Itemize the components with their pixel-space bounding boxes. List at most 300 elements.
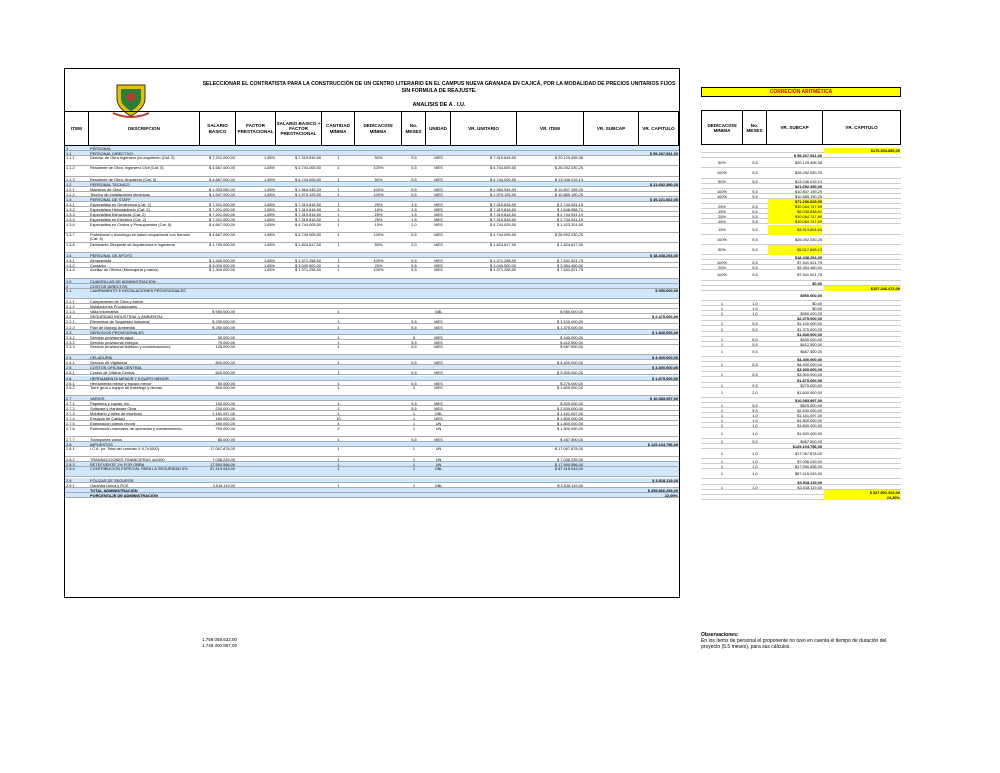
table-cell: $ 7.319.816,50	[295, 212, 321, 218]
correction-header	[701, 110, 901, 145]
table-cell: 1,5	[411, 212, 417, 218]
correction-cell: $3.354.450,00	[797, 265, 822, 271]
table-cell: UN	[435, 421, 442, 427]
table-cell: Valla informativa	[90, 309, 119, 315]
table-cell: $ 3.354.450,00	[557, 263, 583, 269]
correction-cell: 1,0	[752, 464, 758, 470]
table-row	[65, 243, 679, 253]
table-cell: $ 7.319.816,50	[490, 207, 516, 213]
correction-cell: 1,0	[752, 306, 758, 312]
correction-cell: 5,5	[752, 219, 758, 225]
correction-cell: 5,5	[752, 321, 758, 327]
table-cell: Contador	[90, 263, 107, 269]
table-cell: UN	[435, 426, 442, 431]
correction-cell: $ 327.901.322,00	[824, 490, 900, 495]
correction-cell: 25%	[718, 219, 726, 225]
table-cell: 1	[337, 166, 340, 171]
table-cell: 1	[337, 467, 340, 472]
correction-column-header: No. MESES	[743, 110, 767, 145]
table-cell: $ 1.349.000,00	[209, 258, 235, 264]
correction-cell: $17.590.596,00	[794, 464, 822, 470]
table-cell: 1	[337, 401, 340, 406]
correction-cell: $18.438.294,00	[794, 255, 822, 261]
correction-cell: $825.000,00	[800, 403, 822, 408]
table-cell: $ 2.744.931,19	[557, 217, 583, 223]
table-cell: 150.000,00	[215, 401, 235, 406]
correction-cell: 1	[720, 382, 724, 388]
table-cell: 1,65%	[263, 222, 275, 227]
table-cell: MES	[434, 258, 443, 264]
table-cell: $ 7.319.816,50	[295, 217, 321, 223]
table-cell: Servicio provisional agua	[90, 334, 134, 340]
table-cell: $ 440.000,00	[560, 334, 583, 340]
table-cell: 1.1.1	[66, 156, 75, 161]
table-row	[65, 223, 679, 233]
table-cell: CELADURÍA	[90, 355, 113, 361]
table-cell: Director de Obra Ingeniero y/o arquitecto (Cat. 2)	[90, 156, 175, 161]
correction-cell: 1	[720, 459, 724, 465]
table-cell: $ 21.692.390,00	[649, 181, 678, 187]
correction-cell: 1,0	[752, 459, 758, 465]
table-cell: 180.000,00	[215, 416, 235, 422]
table-cell: 600.000,00	[215, 370, 235, 376]
correction-cell: 5,5	[752, 226, 758, 232]
table-cell: $ 7.319.816,50	[295, 202, 321, 208]
correction-cell	[702, 495, 742, 500]
table-cell: Torre grúa o equipo de traseiego y demás	[90, 385, 163, 390]
correction-cell: $412.500,00	[800, 341, 822, 347]
table-cell: MES	[434, 166, 443, 171]
table-cell: 1	[412, 467, 416, 472]
table-cell: Garantía Única y RCE	[90, 482, 129, 488]
table-cell: Profesional o tecnólogo en salud ocupacional con licencia (Cat. 5)	[90, 232, 190, 242]
table-cell: $ 3.049.500,00	[295, 263, 321, 269]
table-cell: PERSONAL DE APOYO	[90, 253, 133, 259]
column-header: CANTIDAD MINIMA	[322, 111, 355, 146]
table-cell: Software y Hardware Obra	[90, 406, 137, 412]
table-cell: 1.3.3	[66, 212, 75, 218]
table-cell: 2.1.1	[66, 299, 75, 304]
table-cell: 1	[66, 146, 69, 151]
table-cell: 1	[337, 176, 340, 182]
table-cell: 100%	[373, 258, 384, 264]
table-cell: $ 3.300.000,00	[652, 365, 678, 371]
table-cell: 1,65%	[263, 212, 275, 218]
correction-cell	[824, 429, 900, 439]
correction-cell: $87.415.043,00	[794, 471, 822, 477]
table-cell: 100%	[373, 232, 384, 237]
correction-cell: 5,5	[752, 348, 758, 354]
table-cell: $ 1.500.000,00	[557, 426, 583, 431]
table-cell: $ 10.885.190,25	[554, 191, 583, 197]
document-subtitle: ANALISIS DE A . I.U.	[412, 102, 466, 108]
table-cell: GBL	[434, 309, 443, 315]
table-cell: $ 26.092.030,25	[554, 166, 583, 171]
correction-cell: 5,5	[752, 193, 758, 199]
correction-cell: 5,5	[752, 209, 758, 215]
table-cell: 3.518.119,00	[212, 482, 235, 488]
table-cell: MES	[434, 401, 443, 406]
table-cell: $ 2.530.000,00	[557, 406, 583, 412]
correction-cell: 5,5	[752, 382, 758, 388]
table-cell: $ 39.221.602,00	[649, 197, 678, 202]
table-cell: UN	[435, 462, 442, 468]
observations-title: Observaciones:	[701, 632, 739, 638]
table-cell: 1	[337, 380, 340, 386]
table-cell: 1.3.7	[66, 232, 75, 237]
correction-cell: 5,5	[752, 372, 758, 378]
table-cell: Residente de Obra, Arquitecto (Cat. 5)	[90, 176, 157, 182]
table-cell: $ 7.201.000,00	[209, 217, 235, 223]
table-cell: 1.1.2	[66, 166, 75, 171]
table-cell: 1.2.1	[66, 186, 75, 192]
table-cell: MES	[434, 380, 443, 386]
correction-cell: 1,0	[752, 430, 758, 436]
table-cell: 50.000,00	[217, 380, 235, 386]
table-cell: 100%	[373, 166, 384, 171]
correction-cell: 1	[720, 321, 724, 327]
table-cell: MES	[434, 406, 443, 412]
table-cell: 1.3	[66, 197, 72, 202]
correction-cell: $950.000,00	[800, 311, 822, 317]
correction-cell	[824, 270, 900, 280]
table-cell: 800.000,00	[215, 360, 235, 366]
table-cell: 2.4.1	[66, 360, 75, 366]
table-cell: $ 13.046.015,13	[554, 176, 583, 182]
table-cell: 5,5	[411, 344, 417, 349]
correction-cell: 50%	[718, 246, 726, 252]
table-cell: 1.4.2	[66, 263, 75, 269]
table-cell: PERSONAL	[90, 146, 112, 151]
table-cell: $ 2.475.000,00	[652, 314, 678, 320]
correction-cell: $2.475.000,00	[797, 316, 822, 322]
correction-cell: $5.017.698,13	[768, 245, 822, 255]
table-cell: 20%	[374, 263, 383, 269]
table-cell: 1	[337, 436, 340, 442]
correction-cell: $157.246.472,00	[824, 286, 900, 291]
table-cell: MES	[434, 360, 443, 366]
table-cell: 1.2	[66, 181, 72, 187]
correction-cell: 5,5	[752, 204, 758, 210]
table-cell: 5,5	[411, 176, 417, 182]
table-cell: 1	[337, 462, 340, 468]
table-cell: $ 87.415.043,00	[554, 467, 583, 472]
table-cell: 1	[337, 319, 340, 325]
correction-cell: $26.092.030,25	[794, 170, 822, 176]
correction-cell: $3.518.119,00	[797, 479, 822, 485]
table-cell: MES	[434, 268, 443, 273]
table-cell: 10	[336, 416, 341, 422]
correction-row	[701, 291, 901, 301]
correction-cell: 5,5	[752, 408, 758, 414]
table-cell: $ 1.100.000,00	[557, 319, 583, 325]
table-cell: $ 1.979.125,50	[295, 191, 321, 197]
table-cell: $ 3.518.119,00	[557, 482, 583, 488]
table-cell: 1.3.1	[66, 202, 75, 208]
footer-total-1: 1.759.059.632,00	[202, 637, 238, 642]
table-cell: 1,65%	[263, 263, 275, 269]
correction-cell: $ 59.267.541,00	[793, 153, 822, 159]
table-cell: 1	[412, 411, 416, 417]
correction-row	[701, 388, 901, 398]
table-cell: TOTAL ADMINISTRACIÓN	[90, 487, 138, 493]
correction-row	[701, 270, 901, 280]
table-row	[65, 268, 679, 278]
column-header: DEDICACION MINIMA	[355, 111, 402, 146]
correction-cell	[824, 388, 900, 398]
table-cell: 2.7.6	[66, 426, 75, 431]
table-cell: $ 1.371.258,50	[295, 258, 321, 264]
table-cell: 1,65%	[263, 156, 275, 161]
table-cell: MES	[434, 339, 443, 345]
table-cell: Mobiliario y útiles de escritorio	[90, 411, 143, 417]
correction-cell: $3.300.000,00	[797, 367, 822, 373]
correction-cell: 5,5	[752, 214, 758, 220]
table-cell: $ 950.000,00	[655, 288, 678, 293]
table-cell: 50%	[374, 242, 383, 247]
correction-cell: 1,0	[752, 418, 758, 424]
correction-cell	[744, 495, 766, 500]
table-cell: 1,65%	[263, 268, 275, 273]
correction-row	[701, 235, 901, 245]
correction-cell: 5,5	[752, 362, 758, 368]
correction-cell: $1.800.000,00	[797, 418, 822, 424]
correction-cell: 1	[720, 423, 724, 429]
correction-cell: 1,0	[752, 301, 758, 306]
table-cell: 2.5.1	[66, 370, 75, 376]
table-cell: $ 4.667.000,00	[209, 222, 235, 227]
column-header: VR. UNITARIO	[451, 111, 517, 146]
table-cell: 1	[337, 156, 340, 161]
correction-cell: $0,00	[812, 280, 822, 286]
table-cell: $ 7.201.000,00	[209, 202, 235, 208]
table-cell: 5,5	[411, 406, 417, 412]
table-cell: 5,5	[411, 370, 417, 376]
table-cell: GBL	[434, 467, 443, 472]
correction-cell: 5,5	[752, 403, 758, 408]
table-cell: 1	[337, 202, 340, 208]
table-cell: UN	[435, 446, 442, 451]
table-cell: COSTOS DIRECTOS	[90, 283, 128, 289]
table-cell: 2.8.1	[66, 446, 75, 451]
table-cell: $ 7.201.000,00	[209, 212, 235, 218]
table-cell: 100%	[373, 191, 384, 197]
correction-cell	[744, 291, 766, 301]
correction-cell: $10.083.997,00	[794, 397, 822, 403]
table-cell: $ 1.824.617,50	[490, 242, 516, 247]
table-cell: 2.6	[66, 375, 72, 381]
table-cell: GBL	[434, 411, 443, 417]
correction-cell: 1	[720, 311, 724, 317]
table-cell: 2.9.1	[66, 482, 75, 488]
table-cell: 1	[337, 334, 340, 340]
table-cell: 1.2.2	[66, 191, 75, 197]
table-cell: 2.8	[66, 441, 72, 447]
table-cell: $ 10.807.199,29	[554, 186, 583, 192]
correction-row	[701, 347, 901, 357]
table-cell: 1.1.3	[66, 176, 75, 182]
table-cell: 1	[337, 370, 340, 376]
correction-cell: 1,0	[752, 311, 758, 317]
table-cell: $ 1.371.258,50	[490, 258, 516, 264]
table-cell: 1	[337, 242, 340, 247]
table-cell: 1,65%	[263, 166, 275, 171]
table-cell: Herramienta menor y equipo menor	[90, 380, 152, 386]
table-cell: UN	[435, 457, 442, 463]
table-cell: 1,65%	[263, 202, 275, 208]
table-cell: 17.590.596,00	[210, 462, 235, 468]
table-cell: $ 4.400.000,00	[557, 360, 583, 366]
table-cell: 1	[337, 268, 340, 273]
table-cell: 1,5	[411, 207, 417, 213]
correction-cell: $950.000,00	[800, 292, 822, 298]
table-cell: 5,5	[411, 191, 417, 197]
table-cell: 5,5	[411, 268, 417, 273]
table-cell: Elaboración planos récord	[90, 421, 136, 427]
correction-cell: $467.500,00	[800, 438, 822, 444]
table-cell: 75.000,00	[217, 339, 235, 345]
table-cell: 15%	[374, 207, 383, 213]
table-cell: $ 4.744.005,50	[295, 166, 321, 171]
table-cell: Especialista en Costos y Presupuestos (Cat. 5)	[90, 222, 172, 227]
table-cell: $ 7.541.921,75	[557, 268, 583, 273]
table-cell: MES	[434, 344, 443, 349]
table-cell: Transportes varios	[90, 436, 123, 442]
table-cell: MES	[434, 222, 443, 227]
column-header: DESCRIPCION	[89, 111, 200, 146]
table-cell: Delineante Dibujante de Arquitectura e Ingenieria	[90, 242, 175, 247]
table-cell: 1	[337, 212, 340, 218]
correction-cell: 1	[720, 418, 724, 424]
table-cell: 2,0	[411, 242, 417, 247]
table-cell: 2.3.2	[66, 339, 75, 345]
table-cell: 2.7.3	[66, 411, 75, 417]
table-cell: Especialista Hidrosanitario (Cat. 2)	[90, 207, 150, 213]
correction-cell: $21.692.390,00	[794, 183, 822, 189]
table-cell: 1	[337, 482, 340, 488]
table-cell: 2.7.4	[66, 416, 75, 422]
correction-cell: 1,0	[752, 413, 758, 419]
table-row	[65, 166, 679, 176]
table-cell: $ 7.319.816,50	[295, 156, 321, 161]
table-cell: $ 3.000.000,00	[209, 263, 235, 269]
table-cell: MES	[434, 436, 443, 442]
table-cell: 1	[412, 482, 416, 488]
correction-cell: 1,0	[752, 471, 758, 477]
table-cell: $ 1.349.000,00	[209, 268, 235, 273]
table-cell: $ 1.795.000,00	[209, 242, 235, 247]
table-cell: 15%	[374, 222, 383, 227]
table-cell: 50%	[374, 156, 383, 161]
table-cell: 5,5	[411, 380, 417, 386]
table-cell: 1	[337, 339, 340, 345]
column-header: UNIDAD	[426, 111, 451, 146]
table-cell: $ 1.800.000,00	[557, 416, 583, 422]
table-cell: Especialista en Geotecnica (Cat. 2)	[90, 202, 151, 208]
table-cell: 8	[412, 334, 416, 340]
correction-cell: $7.541.921,75	[797, 260, 822, 266]
table-cell: 2.7.7	[66, 436, 75, 442]
table-cell: Campamento de Obra y baños	[90, 299, 144, 304]
table-cell: $ 1.964.945,33	[295, 186, 321, 192]
correction-cell: 1	[720, 403, 724, 408]
table-cell: 5,5	[411, 324, 417, 330]
table-cell: Servicio provisional energía	[90, 339, 138, 345]
table-cell: $ 1.540.000,00	[652, 329, 678, 335]
table-cell: 2.7.1	[66, 401, 75, 406]
correction-cell: $10.807.199,29	[794, 188, 822, 194]
table-cell: 22,00%	[664, 492, 678, 498]
correction-cell: 24,30%	[824, 495, 900, 500]
table-cell: $ 1.964.945,33	[490, 186, 516, 192]
correction-cell: 100%	[717, 260, 727, 266]
correction-cell	[702, 291, 742, 301]
footer-total-2: 1.748.300.857,00	[202, 643, 238, 648]
table-cell: 2.1.3	[66, 309, 75, 315]
table-cell: $ 250.000,00	[212, 324, 235, 330]
table-cell: 5,5	[411, 319, 417, 325]
table-cell: 1	[412, 446, 416, 451]
correction-cell: $7.541.921,75	[797, 272, 822, 278]
correction-cell: $71.256.625,00	[768, 199, 822, 204]
table-row	[65, 345, 679, 355]
table-cell: MES	[434, 212, 443, 218]
correction-cell: $3.518.119,00	[797, 484, 822, 490]
table-cell: COSTOS OFICINA CENTRAL	[90, 365, 143, 371]
correction-cell: 100%	[717, 236, 727, 242]
table-row	[65, 427, 679, 437]
correction-cell: $13.046.015,13	[794, 178, 822, 184]
table-cell: 1.4.4	[66, 268, 75, 273]
correction-cell: $129.104.756,00	[792, 443, 822, 449]
table-cell: MES	[434, 202, 443, 208]
table-cell: MES	[434, 324, 443, 330]
table-cell: TRANSACCIONES FINANCIERAS 4x1000	[90, 457, 165, 463]
table-cell: $ 1.371.258,50	[490, 268, 516, 273]
correction-cell: 5,5	[752, 246, 758, 252]
correction-cell: 5,5	[752, 341, 758, 347]
correction-cell: $1.540.000,00	[797, 331, 822, 337]
table-row	[65, 289, 679, 299]
correction-cell: 5,5	[752, 326, 758, 332]
table-cell: 5,5	[411, 156, 417, 161]
table-row	[65, 233, 679, 243]
table-cell: 1,65%	[263, 191, 275, 197]
table-cell: $ 1.933.050,00	[209, 186, 235, 192]
correction-cell: 1,0	[752, 484, 758, 490]
table-cell: $ 7.036.239,00	[557, 457, 583, 463]
table-cell: 2.7	[66, 395, 72, 401]
correction-cell: $2.530.000,00	[797, 408, 822, 414]
table-cell: 1,65%	[263, 176, 275, 182]
table-cell: 1	[337, 385, 340, 390]
correction-cell: $440.000,00	[800, 336, 822, 342]
table-cell: Ensayos de Calidad	[90, 416, 125, 422]
table-cell: $ 200.000,00	[212, 319, 235, 325]
table-cell: 7.036.239,00	[212, 457, 235, 463]
table-cell: $ 18.438.294,00	[649, 253, 678, 259]
table-cell: Especialista en Eléctrico (Cat. 2)	[90, 217, 147, 223]
table-cell: 1,65%	[263, 232, 275, 237]
correction-cell: 1	[720, 484, 724, 490]
table-cell: GBL	[434, 482, 443, 488]
correction-cell: 100%	[717, 188, 727, 194]
table-cell: 2.8.3	[66, 462, 75, 468]
table-cell: 1	[337, 191, 340, 197]
correction-cell: $26.092.030,25	[794, 236, 822, 242]
table-cell: 100%	[373, 268, 384, 273]
correction-cell: 5,5	[752, 272, 758, 278]
